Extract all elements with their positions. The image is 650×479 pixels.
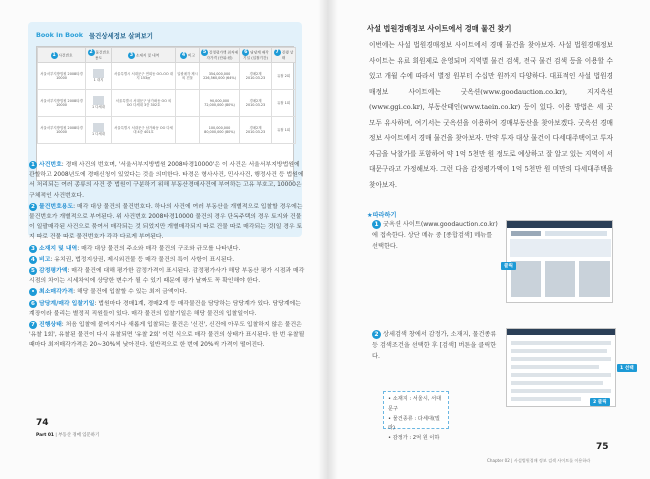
select-callout: 1 선택	[617, 364, 637, 372]
cell-note	[176, 90, 200, 117]
page-gutter	[318, 0, 338, 479]
col-item: 2 물건번호 용도	[86, 48, 112, 63]
note-min-price: • 최소매각가격: 해당 물건에 입찰할 수 있는 최저 금액이다.	[29, 287, 307, 297]
book-in-book-header	[36, 28, 153, 42]
site-top-bar	[507, 329, 615, 335]
cell-address: 서울특별시 서대문구 남가좌동 OO 다세대 4층 401호	[112, 117, 176, 144]
page-number-left: 74	[36, 418, 49, 428]
table-row	[38, 117, 296, 144]
form-row	[511, 365, 599, 369]
note-status: 7 진행상태: 처음 입찰에 붙여지거나 새롭게 입찰되는 물건은 '신건', 신건에 아무도 입찰하지 않은 물건은 '유찰 1회', 유찰된 물건이 다시 유찰되면 '유찰 2회' 이런 식으로 매각 물건의 상태가 표시된다. 한 번 유찰될 때마다 최저매각가격은 20~30%씩 낮아진다. 일반적으로 한 번에 20%씩 가격이 떨어진다.	[29, 322, 305, 349]
thumbnail-image	[93, 123, 104, 132]
table-row	[38, 63, 296, 90]
cell-status: 유찰 1회	[272, 117, 296, 144]
field-notes	[29, 160, 307, 352]
step-1: 1 굿옥션 사이트(www.goodauction.co.kr)에 접속한다. 상단 메뉴 중 [종합검색] 메뉴를 선택한다.	[372, 221, 498, 250]
page-number-right: 75	[596, 442, 609, 452]
condition-location: • 소재지 : 서울시, 서대문구	[388, 396, 442, 412]
bullet-icon: •	[29, 288, 37, 296]
col-address: 3 소재지 및 내역	[112, 48, 176, 63]
note-case-number: 1 사건번호: 경매 사건의 번호며, '서울서부지방법원 2008타경10000'은 이 사건은 서울서부지방법원에 관할하고 2008년도에 경매신청이 있었다는 것을 의미한다. 타경은 형사사건, 민사사건, 행정사건 등 법원에서 처리되는 여러 종류의 사건 중 법원이 구분하기 위해 부동산경매사건에 부여하는 고유 부호고, 10000은 구체적인 사건번호다.	[29, 162, 304, 199]
form-row	[511, 373, 611, 377]
note-address: 3 소재지 및 내역: 매각 대상 물건의 주소와 매각 물건의 구조와 규모를 나타낸다.	[29, 244, 307, 254]
form-row	[511, 341, 611, 345]
cell-item: 1 다세대	[86, 90, 112, 117]
col-schedule: 6 담당계 매각기일 (입찰기간)	[240, 48, 272, 63]
cell-item: 1 다세대	[86, 117, 112, 144]
search-conditions-box	[383, 391, 449, 442]
cell-case: 서울서부지방법원 2008타경10000	[38, 63, 86, 90]
col-price: 5 감정평가액 최저매각가격 (단위:원)	[200, 48, 240, 63]
cell-status: 유찰 1회	[272, 90, 296, 117]
note-item-number: 2 물건번호용도: 매각 대상 물건의 물건번호다. 하나의 사건에 여러 부동산을 개별적으로 입찰할 경우에는 물건번호가 개별적으로 부여된다. 위 사건번호 2008타경10000 물건의 경우 단독주택의 경우 토지와 건물이 일괄매각된 사건으로 묶여서 매각되는 것 되었지만 개별매각되지 따로 건물 따로 매각되는 것(일 경우 토지 따로 건물 따로 물건번호가 각각 다르게 부여된다.	[29, 203, 303, 241]
cell-price: 354,000,000 226,560,000 (64%)	[200, 63, 240, 90]
site-menu	[545, 231, 607, 236]
section-title: 사설 법원경매정보 사이트에서 경매 물건 찾기	[367, 24, 512, 33]
cell-schedule: 경매2계 2010.03.23	[240, 63, 272, 90]
thumbnail-image	[93, 96, 104, 105]
thumbnail-image	[93, 69, 104, 78]
cell-schedule: 경매2계 2010.03.23	[240, 117, 272, 144]
col-case: 1 사건번호	[38, 48, 86, 63]
form-row	[511, 381, 603, 385]
note-schedule: 6 담당계/매각 입찰기일: 법원마다 경매1계, 경매2계 등 매각물건을 담당하는 담당계가 있다. 담당계에는 계장이라 불리는 별정직 직원들이 있다. 매각 물건의 입찰기일은 해당 물건의 입찰일이다.	[29, 300, 301, 317]
cell-address: 서울특별시 서대문구 연희동 OO-OO 대지 153㎡	[112, 63, 176, 90]
goodauction-screenshot	[506, 220, 613, 303]
cell-case: 서울서부지방법원 2008타경10000	[38, 117, 86, 144]
cell-note	[176, 117, 200, 144]
click-callout-2: 2 클릭	[590, 398, 610, 406]
cell-price: 90,000,000 72,000,000 (80%)	[200, 90, 240, 117]
table-row	[38, 90, 296, 117]
auction-list-table	[37, 47, 296, 144]
click-callout: 클릭	[501, 262, 516, 270]
site-logo	[511, 231, 541, 236]
col-note: 4 비고	[176, 48, 200, 63]
try-it-heading: ★따라하기	[367, 212, 397, 219]
cell-price: 100,000,000 80,000,000 (80%)	[200, 117, 240, 144]
page-footer-right: Chapter 02 | 사설법원경매 정보 검색 사이트를 이용하라	[487, 458, 591, 463]
page-footer-left: Part 01 | 부동산 경매 입문하기	[36, 433, 100, 438]
cell-status: 유찰 2회	[272, 63, 296, 90]
condition-type: • 물건종류 : 다세대(빌라)	[388, 415, 440, 432]
table-header-row	[38, 48, 296, 63]
site-banner	[510, 239, 611, 257]
cell-item: 1 대지	[86, 63, 112, 90]
note-appraisal: 5 감정평가액: 매각 물건에 대해 평가한 감정가격이 표시된다. 감정평가사가 해당 부동산 평가 시점과 매각 시점의 차이는 시세차익에 상당한 변수가 될 수 있기 때문에 평가 날짜도 꼭 확인해야 한다.	[29, 268, 305, 285]
cell-address: 서울특별시 서대문구 남가좌동 OO 외 OO 다세대 3층 302호	[112, 90, 176, 117]
form-row	[511, 397, 581, 401]
cell-case: 서울서부지방법원 2008타경10000	[38, 90, 86, 117]
col-status: 7 진행 상태	[272, 48, 296, 63]
form-row	[511, 357, 611, 361]
condition-price: • 감정가 : 2억 원 이하	[388, 435, 440, 442]
book-in-book-title: 물건상세정보 살펴보기	[89, 31, 153, 40]
form-row	[511, 389, 611, 393]
book-in-book-tag: Book in Book	[36, 31, 83, 39]
note-remarks: 4 비고: 유치권, 법정지상권, 제시외건물 등 매각 물건의 특이 사항이 표시된다.	[29, 255, 307, 265]
cell-note: 일괄매각 제시외 건물	[176, 63, 200, 90]
search-form-screenshot	[506, 328, 616, 407]
cell-schedule: 경매2계 2010.03.23	[240, 90, 272, 117]
site-panel	[579, 261, 610, 297]
step-2: 2 상세검색 창에서 감정가, 소재지, 물건종류 등 검색조건을 선택한 후 [검색] 버튼을 클릭한다.	[372, 331, 497, 360]
site-top-bar	[507, 221, 612, 228]
site-panel	[545, 261, 575, 297]
form-row	[511, 349, 607, 353]
body-paragraph: 이번에는 사설 법원경매정보 사이트에서 경매 물건을 찾아보자. 사설 법원경매정보 사이트는 유료 회원제로 운영되며 지역별 물건 검색, 전국 물건 검색 등을 이용할 수 있고 개월 수에 따라서 별정 원부터 수십만 원까지 다양하다. 대표적인 사설 법원경매정보 사이트에는 굿옥션(www.goodauction.co.kr), 지지옥션(www.ggi.co.kr), 부동산태인(www.taein.co.kr) 등이 있다. 이용 방법은 세 곳 모두 유사하며, 여기서는 굿옥션을 이용하여 경매부동산을 찾아보겠다. 굿옥션 경매정보 사이트에서 경매 물건을 찾아보자. 만약 투자 대상 물건이 다세대주택이고 투자 자금을 낙찰가를 포함하여 약 1억 5천만 원 정도로 예상하고 잘 알고 있는 지역이 서대문구라고 가정해보자. 그런 다음 감정평가액이 1억 5천만 원 미만의 다세대주택을 찾아보자.	[369, 41, 613, 189]
